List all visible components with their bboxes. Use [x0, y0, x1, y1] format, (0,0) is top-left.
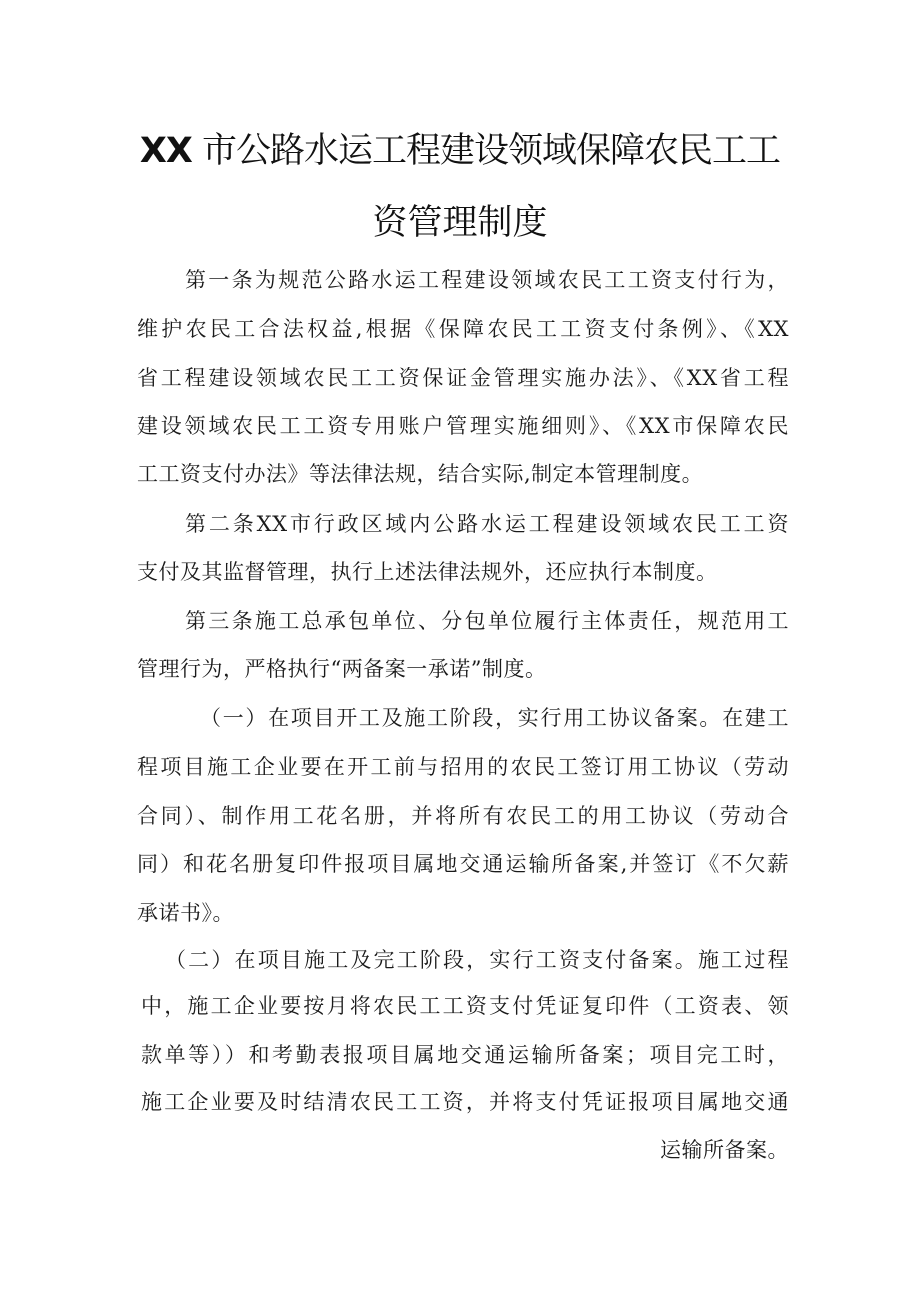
- article-2-line-1: 第二条XX市行政区域内公路水运工程建设领域农民工工资: [185, 512, 789, 536]
- article-1-line-2: 维护农民工合法权益,根据《保障农民工工资支付条例》、《XX: [137, 317, 789, 341]
- document-title-line-1: [0, 131, 920, 171]
- article-3-line-2: 管理行为，严格执行“两备案一承诺”制度。: [137, 657, 547, 681]
- document-title-line-2: 资管理制度: [372, 203, 548, 243]
- article-1-line-5: 工工资支付办法》等法律法规，结合实际,制定本管理制度。: [137, 462, 704, 486]
- title-xx-prefix: XX: [139, 131, 192, 171]
- item-2-line-4: 施工企业要及时结清农民工工资，并将支付凭证报项目属地交通: [141, 1090, 789, 1114]
- item-1-line-3: 合同）、制作用工花名册，并将所有农民工的用工协议（劳动合: [137, 804, 789, 828]
- item-2-line-1: （二）在项目施工及完工阶段，实行工资支付备案。施工过程: [165, 948, 789, 972]
- item-1-line-5: 承诺书》。: [137, 901, 234, 925]
- item-1-line-2: 程项目施工企业要在开工前与招用的农民工签订用工协议（劳动: [137, 755, 789, 779]
- item-2-line-5: 运输所备案。: [660, 1138, 789, 1162]
- item-2-line-2: 中，施工企业要按月将农民工工资支付凭证复印件（工资表、领: [141, 994, 789, 1018]
- article-1-line-4: 建设领域农民工工资专用账户管理实施细则》、《XX市保障农民: [137, 414, 789, 438]
- item-1-line-1: （一）在项目开工及施工阶段，实行用工协议备案。在建工: [200, 706, 789, 730]
- article-2-line-2: 支付及其监督管理，执行上述法律法规外，还应执行本制度。: [137, 560, 718, 584]
- article-3-line-1: 第三条施工总承包单位、分包单位履行主体责任，规范用工: [185, 609, 789, 633]
- item-2-line-3: 款单等））和考勤表报项目属地交通运输所备案；项目完工时，: [141, 1043, 789, 1067]
- item-1-line-4: 同）和花名册复印件报项目属地交通运输所备案,并签订《不欠薪: [137, 852, 789, 876]
- article-1-line-1: 第一条为规范公路水运工程建设领域农民工工资支付行为，: [185, 268, 789, 292]
- title-line-1-text: 市公路水运工程建设领域保障农民工工: [202, 131, 781, 171]
- article-1-line-3: 省工程建设领域农民工工资保证金管理实施办法》、《XX省工程: [137, 366, 789, 390]
